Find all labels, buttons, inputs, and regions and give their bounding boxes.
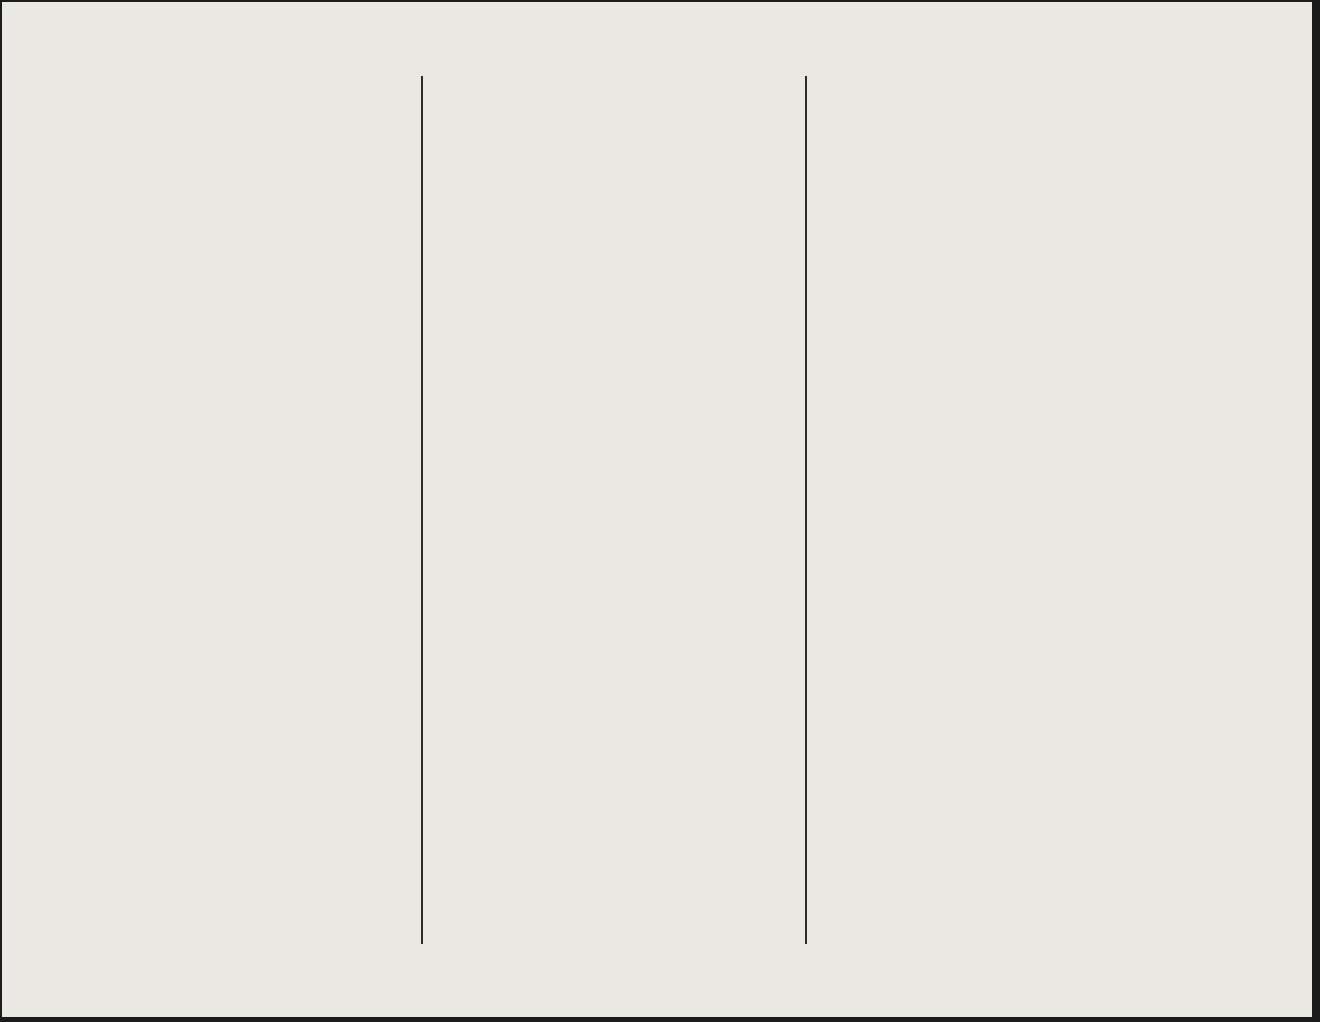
column-divider-left [421,76,423,944]
document-page [2,2,1312,1017]
column-divider-right [805,76,807,944]
